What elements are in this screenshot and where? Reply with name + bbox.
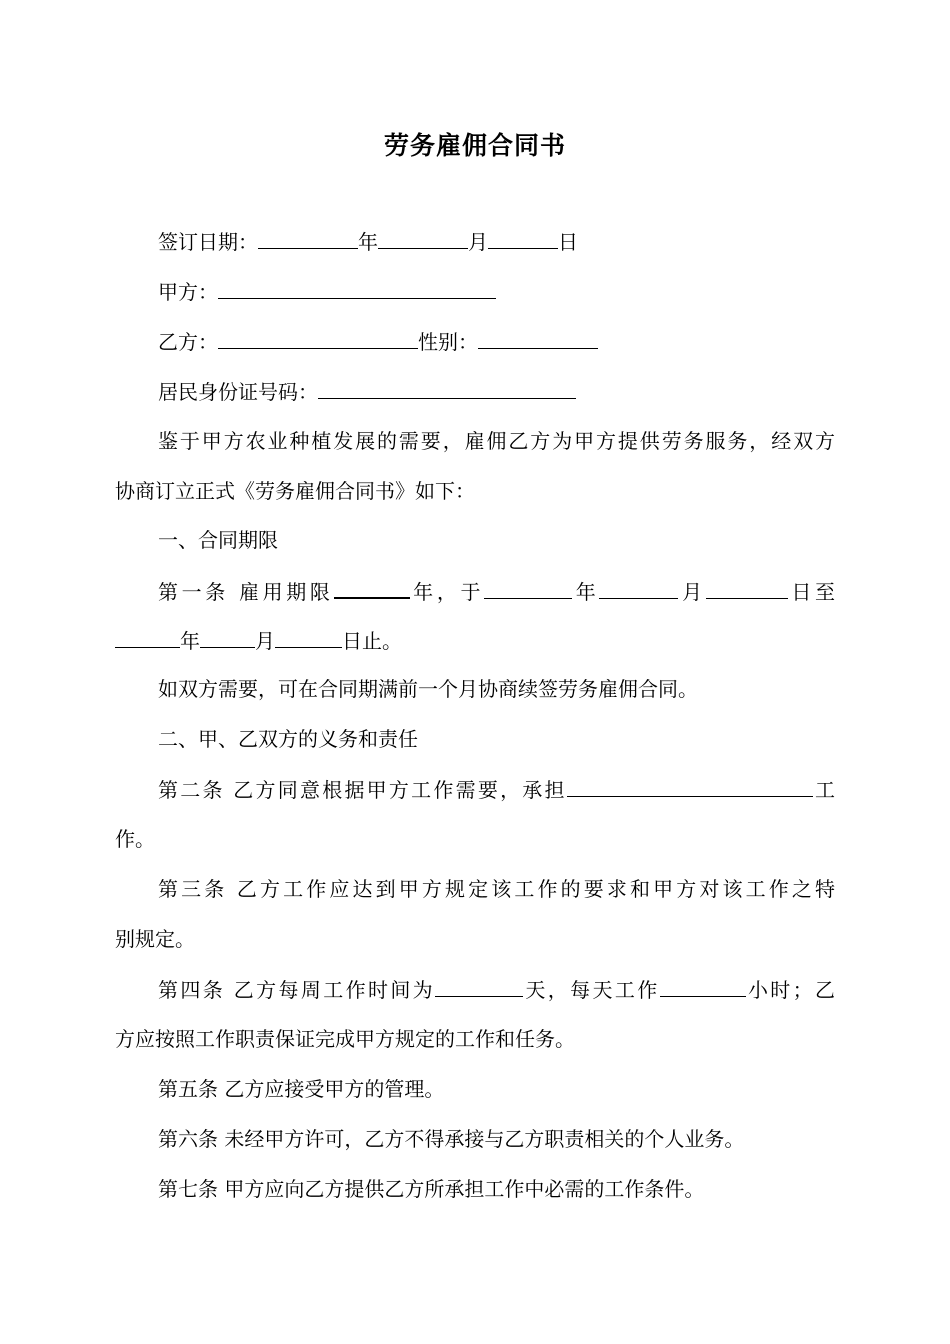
term-years-blank[interactable] — [334, 575, 410, 599]
start-day-blank[interactable] — [706, 576, 788, 599]
end-day-blank[interactable] — [275, 625, 342, 648]
article-6: 第六条 未经甲方许可，乙方不得承接与乙方职责相关的个人业务。 — [158, 1127, 745, 1151]
document-title: 劳务雇佣合同书 — [383, 131, 566, 160]
party-a-blank[interactable] — [218, 276, 496, 299]
article-1-text: 第一条 雇用期限 — [158, 580, 334, 604]
id-number-label: 居民身份证号码： — [158, 380, 318, 404]
article-4-text: 小时；乙 — [745, 978, 836, 1002]
article-1-text: 日止。 — [342, 629, 402, 653]
article-4-line-2: 方应按照工作职责保证完成甲方规定的工作和任务。 — [115, 1027, 575, 1051]
article-1-text: 月 — [255, 629, 275, 653]
year-label: 年 — [358, 230, 378, 254]
id-number-line — [115, 376, 835, 407]
article-2-text: 工 — [812, 778, 835, 802]
work-type-blank[interactable] — [567, 774, 813, 797]
article-1-text: 日至 — [787, 580, 836, 604]
article-1-line-2 — [115, 625, 835, 656]
sign-date-line — [115, 226, 835, 257]
article-1-text: 年 — [180, 629, 200, 653]
start-month-blank[interactable] — [599, 576, 678, 599]
article-7: 第七条 甲方应向乙方提供乙方所承担工作中必需的工作条件。 — [158, 1177, 705, 1201]
article-4-text: 第四条 乙方每周工作时间为 — [158, 978, 436, 1002]
end-month-blank[interactable] — [200, 625, 255, 648]
party-a-label: 甲方： — [158, 280, 218, 304]
article-1-text: 年 — [572, 580, 600, 604]
article-4-line-1 — [115, 974, 835, 1005]
days-per-week-blank[interactable] — [435, 974, 523, 997]
gender-blank[interactable] — [478, 326, 598, 349]
sign-year-blank[interactable] — [258, 226, 358, 249]
sign-date-label: 签订日期： — [158, 230, 258, 254]
article-2-line-2: 作。 — [115, 827, 155, 851]
article-1-text: 年，于 — [409, 580, 485, 604]
day-label: 日 — [558, 230, 578, 254]
section-2-heading: 二、甲、乙双方的义务和责任 — [158, 727, 418, 751]
party-b-line — [115, 326, 835, 357]
sign-day-blank[interactable] — [488, 226, 558, 249]
gender-label: 性别： — [418, 330, 478, 354]
article-2-line-1 — [115, 774, 835, 805]
section-1-heading: 一、合同期限 — [158, 528, 278, 552]
party-b-label: 乙方： — [158, 330, 218, 354]
article-3-line-1: 第三条 乙方工作应达到甲方规定该工作的要求和甲方对该工作之特 — [158, 877, 835, 901]
article-2-text: 第二条 乙方同意根据甲方工作需要，承担 — [158, 778, 567, 802]
article-4-text: 天，每天工作 — [523, 978, 660, 1002]
end-year-blank[interactable] — [115, 625, 180, 648]
id-number-blank[interactable] — [318, 376, 576, 399]
preamble-line-2: 协商订立正式《劳务雇佣合同书》如下： — [115, 479, 475, 503]
preamble-line-1: 鉴于甲方农业种植发展的需要，雇佣乙方为甲方提供劳务服务，经双方 — [158, 429, 835, 453]
article-1-line-1 — [115, 575, 835, 607]
article-3-line-2: 别规定。 — [115, 927, 195, 951]
party-b-blank[interactable] — [218, 326, 418, 349]
party-a-line — [115, 276, 835, 307]
renewal-clause: 如双方需要，可在合同期满前一个月协商续签劳务雇佣合同。 — [158, 677, 698, 701]
hours-per-day-blank[interactable] — [660, 974, 746, 997]
article-1-text: 月 — [678, 580, 706, 604]
start-year-blank[interactable] — [484, 576, 572, 599]
month-label: 月 — [468, 230, 488, 254]
article-5: 第五条 乙方应接受甲方的管理。 — [158, 1077, 445, 1101]
sign-month-blank[interactable] — [378, 226, 468, 249]
